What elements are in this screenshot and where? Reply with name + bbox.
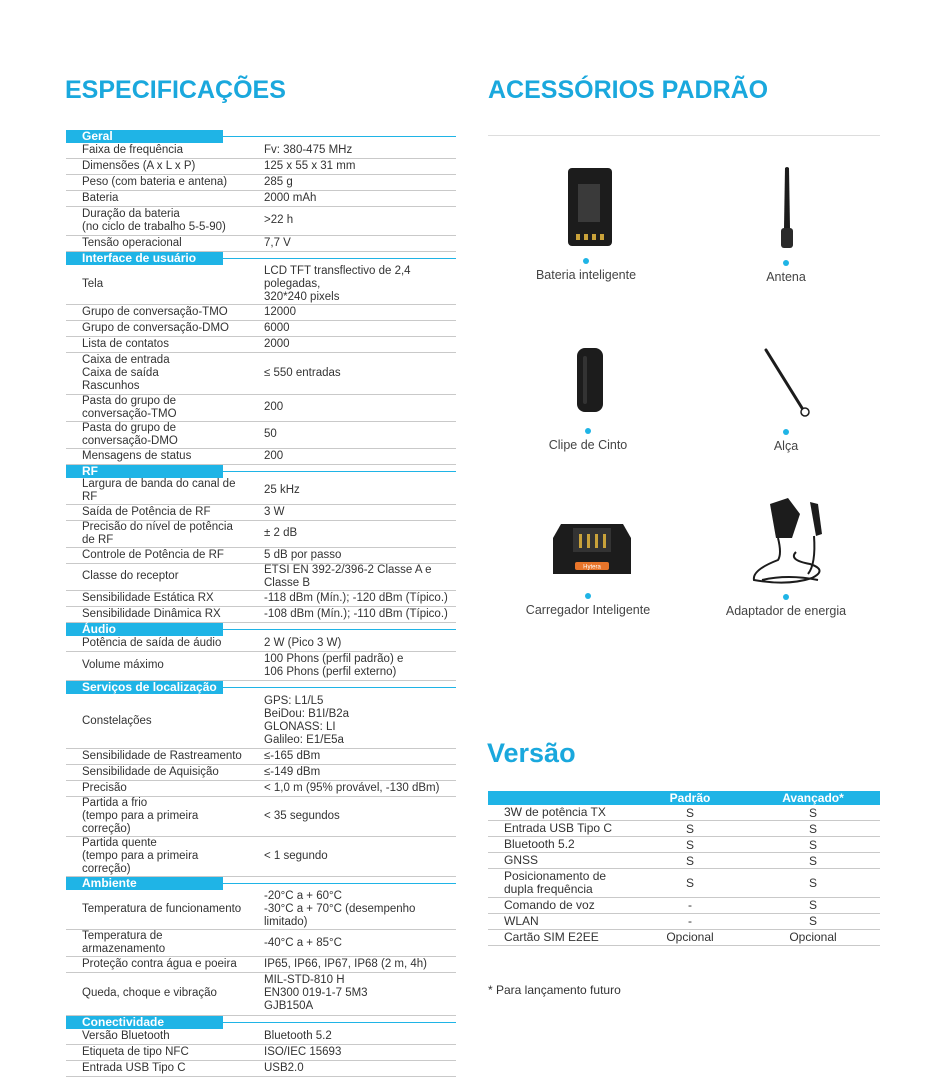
spec-value: 2 W (Pico 3 W) [264, 636, 342, 649]
bullet-dot-icon [585, 428, 591, 434]
spec-label: Entrada USB Tipo C [82, 1061, 186, 1074]
spec-label: Tensão operacional [82, 236, 182, 249]
spec-row [66, 265, 456, 305]
spec-value: 6000 [264, 321, 290, 334]
spec-table [66, 130, 456, 1077]
spec-row [66, 607, 456, 623]
spec-row [66, 521, 456, 548]
spec-row [66, 1045, 456, 1061]
spec-value: LCD TFT transflectivo de 2,4 polegadas, 320*240 pixels [264, 264, 411, 303]
spec-value: ≤ 550 entradas [264, 366, 341, 379]
spec-row [66, 207, 456, 236]
section-header [66, 130, 456, 143]
spec-row [66, 1029, 456, 1045]
strap-image [762, 346, 812, 418]
spec-row [66, 505, 456, 521]
charger-image [549, 518, 635, 580]
spec-row [66, 395, 456, 422]
version-row [488, 837, 880, 853]
spec-value: -108 dBm (Mín.); -110 dBm (Típico.) [264, 607, 448, 620]
spec-label: Dimensões (A x L x P) [82, 160, 196, 172]
spec-value: 7,7 V [264, 236, 291, 249]
accessory-antenna-label: Antena [766, 270, 806, 284]
spec-label: Largura de banda do canal de RF [82, 477, 236, 503]
spec-row [66, 797, 456, 837]
accessory-battery-label: Bateria inteligente [535, 268, 637, 282]
spec-row [66, 449, 456, 465]
section-header [66, 877, 456, 890]
section-header [66, 252, 456, 265]
footnote: * Para lançamento futuro [488, 983, 621, 997]
spec-label: Sensibilidade de Aquisição [82, 766, 219, 779]
spec-row [66, 837, 456, 877]
version-row [488, 898, 880, 914]
section-header [66, 681, 456, 694]
accessory-strap-label: Alça [773, 439, 799, 453]
version-feature: 3W de potência TX [504, 805, 606, 819]
version-row [488, 869, 880, 898]
version-standard-value: - [688, 914, 692, 929]
version-advanced-value: S [808, 898, 817, 913]
section-rule [223, 629, 456, 630]
spec-row [66, 305, 456, 321]
spec-label: Sensibilidade de Rastreamento [82, 750, 242, 763]
spec-label: Volume máximo [82, 659, 164, 672]
version-advanced-value: S [808, 875, 817, 890]
spec-label: Grupo de conversação-TMO [82, 305, 228, 318]
version-advanced-value: S [808, 853, 817, 868]
spec-row [66, 353, 456, 395]
spec-row [66, 143, 456, 159]
spec-label: Saída de Potência de RF [82, 505, 211, 518]
spec-label: Potência de saída de áudio [82, 636, 222, 649]
spec-row [66, 159, 456, 175]
version-standard-value: S [685, 837, 694, 852]
version-feature: Cartão SIM E2EE [504, 929, 599, 944]
version-row [488, 853, 880, 869]
spec-row [66, 236, 456, 252]
version-standard-value: - [688, 898, 692, 913]
section-title: Ambiente [66, 877, 223, 890]
version-feature: Entrada USB Tipo C [504, 821, 613, 835]
spec-label: Controle de Potência de RF [82, 548, 224, 561]
version-standard-value: S [685, 821, 694, 836]
spec-row [66, 564, 456, 591]
accessory-charger-label: Carregador Inteligente [525, 603, 651, 617]
spec-row [66, 781, 456, 797]
spec-row [66, 321, 456, 337]
version-advanced-value: S [808, 914, 817, 929]
spec-label: Duração da bateria (no ciclo de trabalho 5-5-90) [82, 207, 226, 233]
spec-label: Caixa de entrada Caixa de saída Rascunhos [82, 353, 170, 392]
spec-label: Constelações [82, 714, 152, 727]
spec-label: Bateria [82, 192, 119, 204]
spec-value: IP65, IP66, IP67, IP68 (2 m, 4h) [264, 958, 428, 971]
accessory-strap [686, 429, 886, 453]
accessory-clip-label: Clipe de Cinto [548, 438, 628, 452]
spec-label: Mensagens de status [82, 449, 192, 462]
version-advanced-value: S [808, 805, 817, 820]
version-feature: Posicionamento de dupla frequência [504, 868, 607, 896]
spec-value: < 1,0 m (95% provável, -130 dBm) [264, 782, 440, 795]
accessory-charger [488, 593, 688, 617]
spec-label: Proteção contra água e poeira [82, 958, 237, 971]
spec-row [66, 890, 456, 930]
spec-row [66, 930, 456, 957]
spec-label: Sensibilidade Dinâmica RX [82, 607, 221, 620]
spec-label: Partida quente (tempo para a primeira correção) [82, 837, 199, 876]
spec-row [66, 478, 456, 505]
spec-label: Lista de contatos [82, 337, 169, 350]
spec-row [66, 1061, 456, 1077]
spec-row [66, 591, 456, 607]
version-feature: GNSS [504, 853, 539, 867]
spec-row [66, 957, 456, 973]
version-advanced-value: S [808, 837, 817, 852]
spec-row [66, 422, 456, 449]
charger-brand: Hytera [583, 564, 601, 571]
belt-clip-image [575, 348, 605, 414]
version-title: Versão [487, 738, 576, 768]
spec-label: Peso (com bateria e antena) [82, 176, 228, 188]
accessories-divider [488, 135, 880, 136]
spec-row [66, 636, 456, 652]
spec-label: Precisão do nível de potência de RF [82, 520, 233, 546]
spec-label: Tela [82, 277, 104, 290]
spec-label: Pasta do grupo de conversação-TMO [82, 394, 177, 420]
section-header [66, 1016, 456, 1029]
spec-value: ≤-149 dBm [264, 766, 321, 779]
spec-value: Bluetooth 5.2 [264, 1029, 332, 1042]
spec-label: Precisão [82, 782, 127, 795]
spec-row [66, 765, 456, 781]
battery-image [566, 168, 614, 248]
version-standard-value: Opcional [666, 930, 714, 945]
spec-label: Queda, choque e vibração [82, 987, 217, 1000]
spec-value: GPS: L1/L5 BeiDou: B1I/B2a GLONASS: LI Galileo: E1/E5a [264, 695, 350, 747]
section-rule [223, 258, 456, 259]
spec-value: -20°C a + 60°C -30°C a + 70°C (desempenho limitado) [264, 890, 416, 929]
version-table [488, 791, 880, 946]
spec-label: Etiqueta de tipo NFC [82, 1045, 189, 1058]
bullet-dot-icon [783, 594, 789, 600]
version-row [488, 805, 880, 821]
version-row [488, 930, 880, 946]
version-header-advanced: Avançado* [782, 791, 844, 805]
spec-value: 12000 [264, 305, 296, 318]
spec-value: MIL-STD-810 H EN300 019-1-7 5M3 GJB150A [264, 974, 368, 1013]
spec-value: 200 [264, 449, 284, 462]
spec-title: ESPECIFICAÇÕES [65, 76, 286, 104]
accessory-adapter-label: Adaptador de energia [725, 604, 847, 618]
version-feature: Comando de voz [504, 897, 595, 912]
accessory-battery [486, 258, 686, 282]
version-feature: Bluetooth 5.2 [504, 837, 575, 851]
version-row [488, 914, 880, 930]
spec-value: Fv: 380-475 MHz [264, 144, 353, 156]
bullet-dot-icon [783, 260, 789, 266]
spec-label: Temperatura de armazenamento [82, 930, 166, 956]
section-rule [223, 1022, 456, 1023]
section-title: Interface de usuário [66, 252, 223, 265]
spec-value: 2000 mAh [264, 192, 317, 204]
spec-row [66, 191, 456, 207]
spec-value: >22 h [264, 214, 294, 227]
spec-row [66, 694, 456, 750]
spec-label: Classe do receptor [82, 570, 179, 583]
section-rule [223, 136, 456, 137]
spec-value: < 1 segundo [264, 850, 328, 863]
section-title: Serviços de localização [66, 681, 223, 694]
version-header-standard: Padrão [669, 791, 711, 805]
section-title: Conectividade [66, 1016, 223, 1029]
antenna-image [776, 166, 798, 252]
bullet-dot-icon [583, 258, 589, 264]
power-adapter-image [748, 494, 832, 586]
version-advanced-value: Opcional [789, 930, 837, 945]
spec-value: 125 x 55 x 31 mm [264, 160, 356, 172]
spec-value: ISO/IEC 15693 [264, 1045, 342, 1058]
spec-value: 100 Phons (perfil padrão) e 106 Phons (perfil externo) [264, 652, 404, 678]
spec-label: Partida a frio (tempo para a primeira correção) [82, 797, 199, 836]
accessory-clip [488, 428, 688, 452]
spec-value: ≤-165 dBm [264, 750, 321, 763]
version-advanced-value: S [808, 821, 817, 836]
accessory-adapter [686, 594, 886, 618]
version-feature: WLAN [504, 913, 539, 928]
spec-value: 3 W [264, 505, 285, 518]
version-standard-value: S [685, 853, 694, 868]
spec-row [66, 337, 456, 353]
spec-row [66, 175, 456, 191]
accessories-title: ACESSÓRIOS PADRÃO [488, 76, 769, 104]
section-rule [223, 883, 456, 884]
spec-value: ETSI EN 392-2/396-2 Classe A e Classe B [264, 563, 432, 589]
spec-value: 25 kHz [264, 484, 300, 497]
version-header-feature [488, 791, 634, 805]
spec-row [66, 652, 456, 681]
spec-value: 285 g [264, 176, 293, 188]
section-title: Geral [66, 130, 223, 143]
bullet-dot-icon [783, 429, 789, 435]
spec-value: 200 [264, 401, 284, 414]
version-standard-value: S [685, 805, 694, 820]
spec-value: -40°C a + 85°C [264, 936, 342, 949]
spec-label: Versão Bluetooth [82, 1029, 170, 1042]
spec-row [66, 973, 456, 1015]
section-header [66, 623, 456, 636]
version-row [488, 821, 880, 837]
spec-label: Sensibilidade Estática RX [82, 591, 214, 604]
accessory-antenna [686, 260, 886, 284]
spec-value: 2000 [264, 337, 290, 350]
spec-label: Temperatura de funcionamento [82, 903, 242, 916]
section-rule [223, 687, 456, 688]
spec-value: < 35 segundos [264, 810, 340, 823]
section-header [66, 465, 456, 478]
section-rule [223, 471, 456, 472]
spec-label: Pasta do grupo de conversação-DMO [82, 421, 178, 447]
spec-row [66, 749, 456, 765]
spec-value: -118 dBm (Mín.); -120 dBm (Típico.) [264, 591, 448, 604]
version-standard-value: S [685, 875, 694, 890]
version-table-header [488, 791, 880, 805]
spec-value: ± 2 dB [264, 527, 298, 540]
spec-value: USB2.0 [264, 1061, 304, 1074]
spec-value: 5 dB por passo [264, 548, 342, 561]
spec-label: Faixa de frequência [82, 144, 184, 156]
section-title: RF [66, 465, 223, 478]
bullet-dot-icon [585, 593, 591, 599]
section-title: Áudio [66, 623, 223, 636]
spec-row [66, 548, 456, 564]
spec-label: Grupo de conversação-DMO [82, 321, 230, 334]
spec-value: 50 [264, 428, 277, 441]
